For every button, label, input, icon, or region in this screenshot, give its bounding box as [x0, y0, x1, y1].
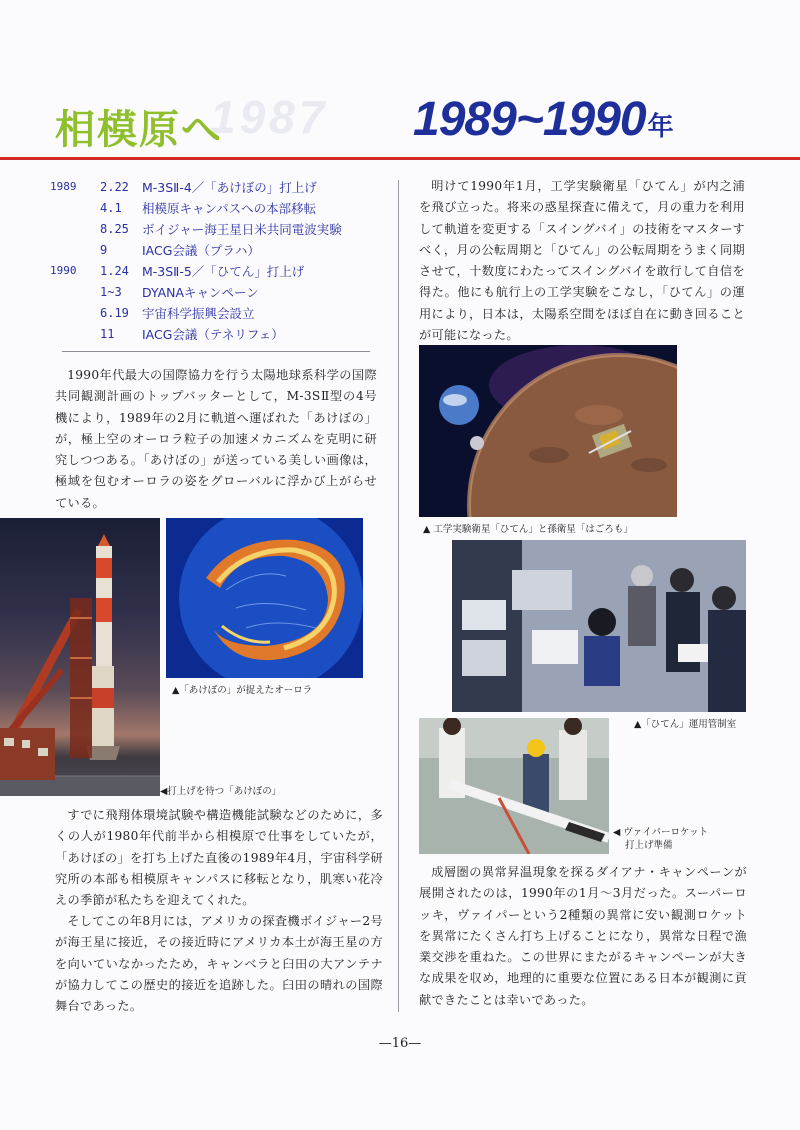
- timeline-divider: [62, 351, 370, 352]
- timeline-date: 6.19: [100, 305, 129, 320]
- timeline-event: IACG会議（テネリフェ）: [142, 326, 284, 342]
- timeline-date: 4.1: [100, 200, 122, 215]
- timeline: [50, 176, 380, 344]
- timeline-row: [50, 176, 380, 197]
- title-years: [413, 92, 673, 147]
- timeline-row: [50, 302, 380, 323]
- body-paragraph-relocation: すでに飛翔体環境試験や構造機能試験などのために，多くの人が1980年代前半から相模原で仕事をしていたが，「あけぼの」を打ち上げた直後の1989年4月，宇宙科学研究所の本部も相模原キャンパスに移転となり，肌寒い花冷えの季節が私たちを迎えてくれた。: [55, 808, 383, 908]
- timeline-row: [50, 197, 380, 218]
- caption-viper-line2: 打上げ準備: [625, 840, 673, 851]
- timeline-row: [50, 239, 380, 260]
- caption-hiten-hagoromo: ▲ 工学実験衛星「ひてん」と孫衛星「はごろも」: [423, 524, 633, 535]
- header-red-rule: [0, 157, 800, 160]
- launch-prep-illustration: [419, 718, 609, 854]
- column-divider: [398, 180, 399, 1012]
- timeline-event: ボイジャー海王星日米共同電波実験: [142, 221, 342, 237]
- viper-rocket-prep-photo: [419, 718, 609, 854]
- control-room-illustration: [452, 540, 746, 712]
- timeline-date: 9: [100, 242, 108, 257]
- timeline-date: 1~3: [100, 284, 122, 299]
- page-number: —16—: [378, 1036, 422, 1051]
- timeline-event: IACG会議（プラハ）: [142, 242, 260, 258]
- hiten-hagoromo-illustration: [419, 345, 677, 517]
- timeline-event: M-3SⅡ-4／「あけぼの」打上げ: [142, 179, 317, 195]
- caption-control-room: ▲「ひてん」運用管制室: [634, 719, 737, 730]
- timeline-row: [50, 281, 380, 302]
- timeline-date: 8.25: [100, 221, 129, 236]
- timeline-year: 1990: [50, 264, 77, 277]
- title-year-suffix: 年: [647, 112, 673, 142]
- caption-viper-line1: ◀ ヴァイパーロケット: [613, 827, 709, 838]
- caption-rocket: ◀打上げを待つ「あけぼの」: [160, 786, 282, 797]
- body-paragraph-akebono: 1990年代最大の国際協力を行う太陽地球系科学の国際共同観測計画のトップバッターとして，M-3SⅡ型の4号機により，1989年の2月に軌道へ運ばれた「あけぼの」が，極上空のオーロラ粒子の加速メカニズムを克明に研究しつつある。「あけぼの」が送っている美しい画像は，極域を包むオーロラの姿をグローバルに浮かび上がらせている。: [55, 368, 377, 510]
- timeline-event: 相模原キャンパスへの本部移転: [142, 200, 317, 216]
- title-sagamihara: 相模原へ: [55, 107, 223, 153]
- body-paragraph-voyager: そしてこの年8月には，アメリカの探査機ボイジャー2号が海王星に接近，その接近時にアメリカ本土が海王星の方を向いていなかったため，キャンベラと臼田の大アンテナが協力してこの歴史的接近を追跡した。臼田の晴れの国際舞台であった。: [55, 914, 383, 1014]
- timeline-event: 宇宙科学振興会設立: [142, 305, 255, 321]
- rocket-launch-pad-photo: [0, 518, 160, 796]
- aurora-image: [166, 518, 363, 678]
- title-years-text: 1989~1990: [413, 93, 646, 146]
- timeline-row: [50, 323, 380, 344]
- timeline-date: 2.22: [100, 179, 129, 194]
- timeline-event: DYANAキャンペーン: [142, 284, 259, 300]
- control-room-photo: [452, 540, 746, 712]
- page-header: [0, 0, 800, 162]
- timeline-row: [50, 218, 380, 239]
- timeline-row: [50, 260, 380, 281]
- aurora-illustration: [166, 518, 363, 678]
- rocket-illustration: [0, 518, 160, 796]
- planet-moon-illustration: [419, 345, 677, 517]
- caption-viper-rocket: [613, 826, 708, 852]
- timeline-year: 1989: [50, 180, 77, 193]
- body-paragraph-hiten: 明けて1990年1月，工学実験衛星「ひてん」が内之浦を飛び立った。将来の惑星探査に備えて，月の重力を利用して軌道を変更する「スイングバイ」の技術をマスターすべく，月の公転周期と「ひてん」の公転周期をうまく同期させて，十数度にわたってスイングバイを敢行して自信を得た。他にも航行上の工学実験をこなし，「ひてん」の運用により，日本は，太陽系空間をほぼ自在に動き回ることが可能になった。: [419, 179, 745, 343]
- caption-aurora: ▲「あけぼの」が捉えたオーロラ: [172, 685, 313, 696]
- body-paragraph-dyana: 成層圏の異常昇温現象を探るダイアナ・キャンペーンが展開されたのは，1990年の1月～3月だった。スーパーロッキ，ヴァイパーという2種類の異常に安い観測ロケットを異常にたくさん打ち上げることになり，異常な日程で漁業交渉を重ねた。この世界にまたがるキャンペーンが大きな成果を収め，地理的に重要な位置にある日本が観測に貢献できたことは幸いであった。: [419, 865, 747, 1007]
- timeline-date: 11: [100, 326, 115, 341]
- ghost-year-text: 1987: [210, 91, 329, 143]
- timeline-event: M-3SⅡ-5／「ひてん」打上げ: [142, 263, 305, 279]
- timeline-date: 1.24: [100, 263, 129, 278]
